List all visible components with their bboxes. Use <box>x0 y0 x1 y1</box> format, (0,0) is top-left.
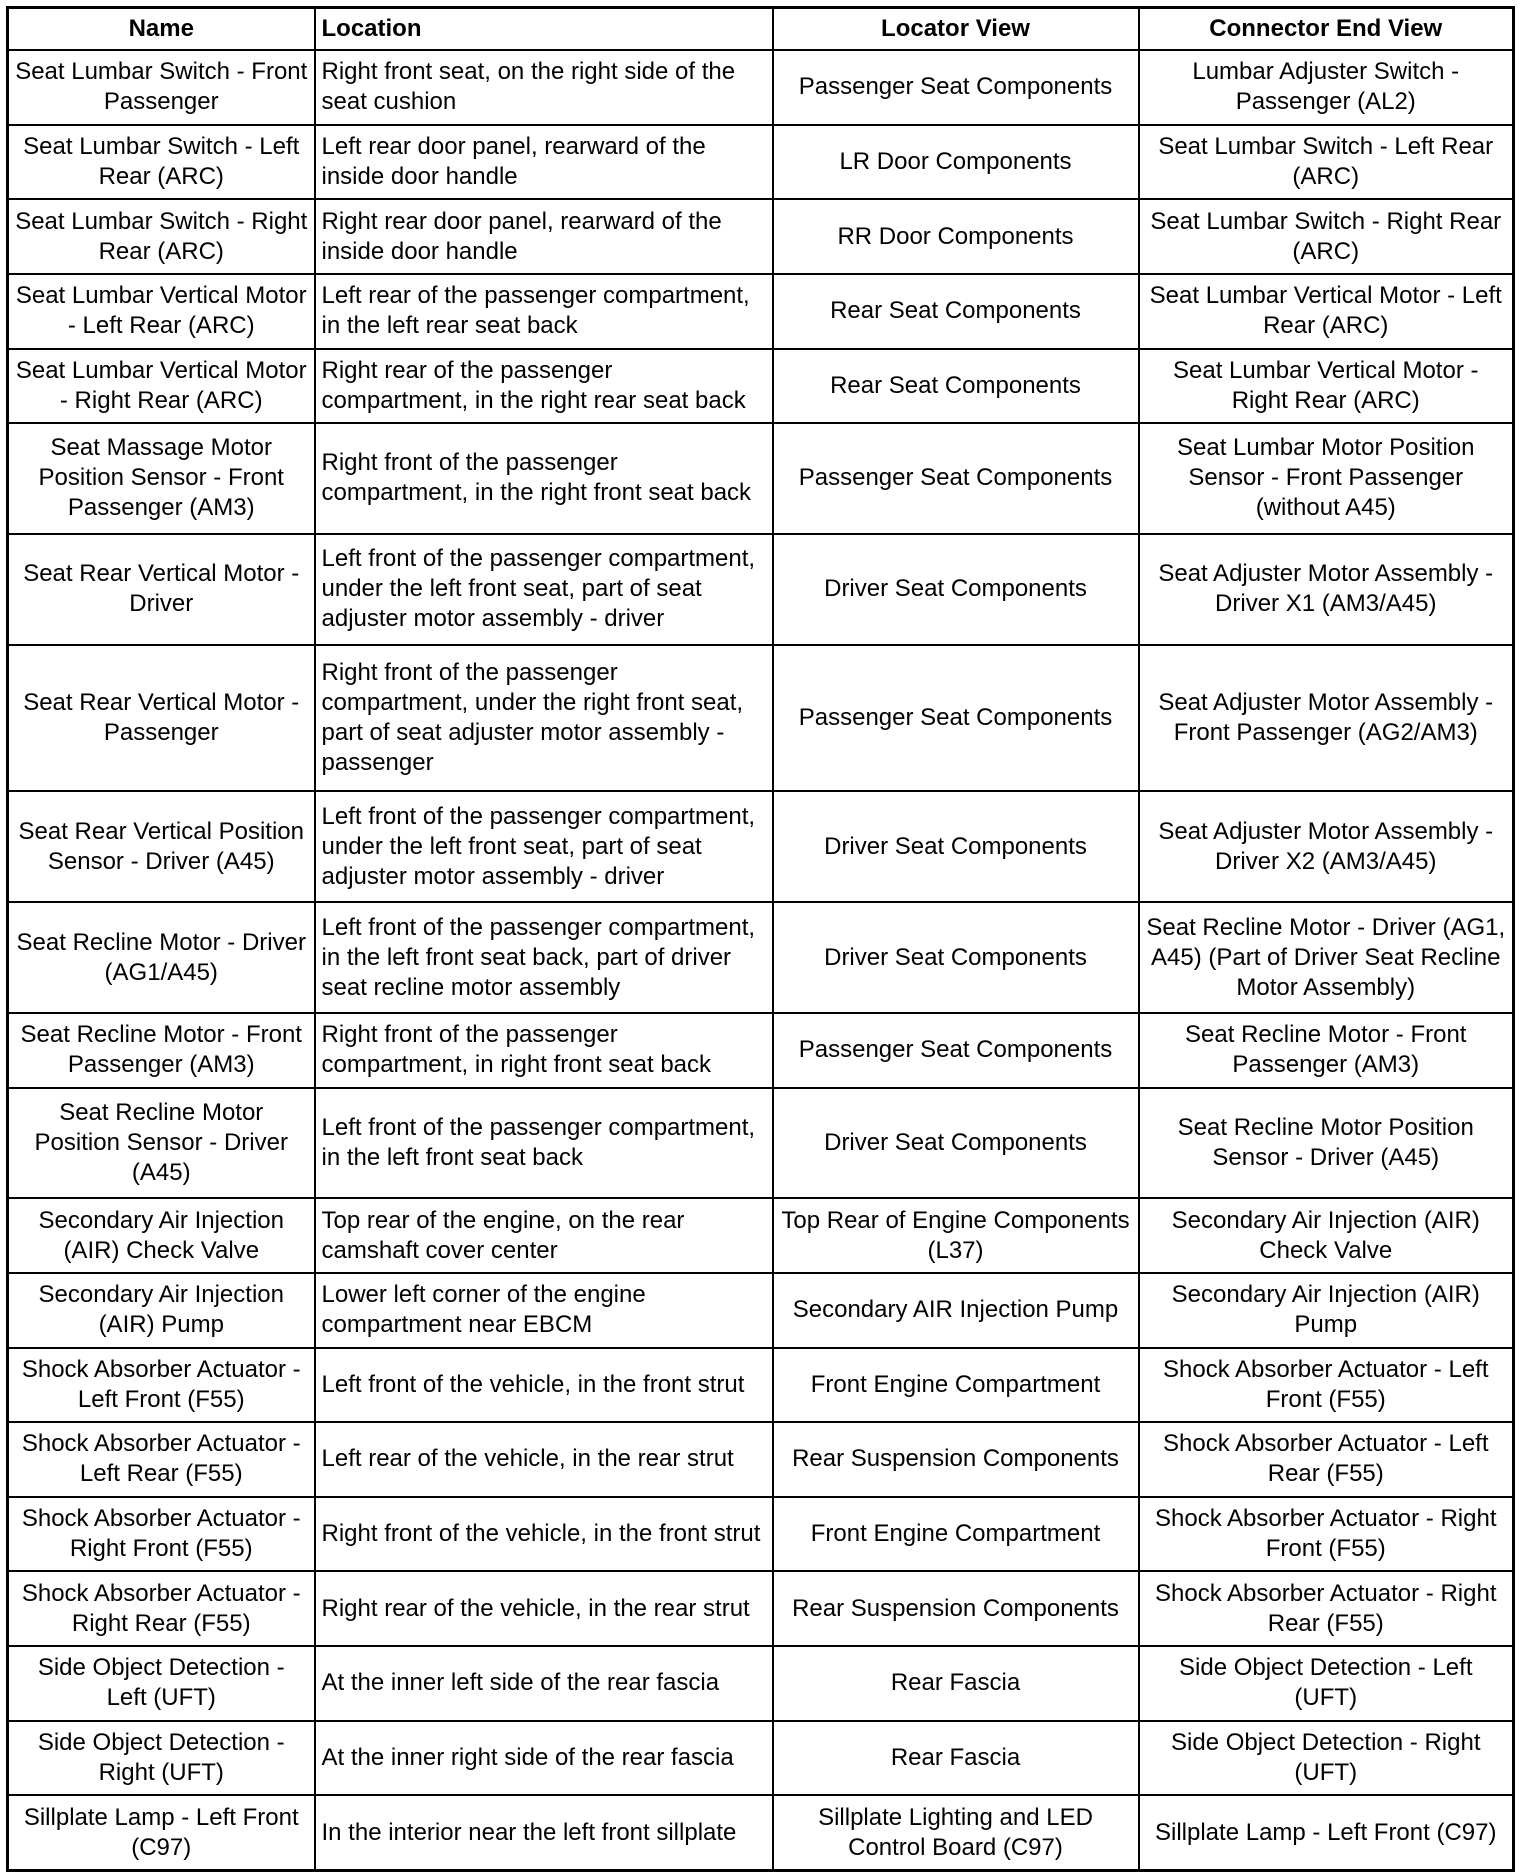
cell-location: Right rear door panel, rearward of the inside door handle <box>315 199 773 274</box>
cell-name: Seat Lumbar Switch - Right Rear (ARC) <box>8 199 315 274</box>
table-row <box>8 423 1514 534</box>
cell-locator-view: LR Door Components <box>773 125 1139 200</box>
cell-name: Seat Massage Motor Position Sensor - Front Passenger (AM3) <box>8 423 315 534</box>
cell-name: Side Object Detection - Right (UFT) <box>8 1721 315 1796</box>
cell-name: Seat Rear Vertical Motor - Driver <box>8 534 315 645</box>
cell-locator-view: Driver Seat Components <box>773 534 1139 645</box>
table-row <box>8 274 1514 349</box>
cell-connector-end-view: Seat Recline Motor - Front Passenger (AM3) <box>1139 1013 1514 1088</box>
cell-location: Left front of the passenger compartment, in the left front seat back, part of driver seat recline motor assembly <box>315 902 773 1013</box>
cell-locator-view: Driver Seat Components <box>773 791 1139 902</box>
cell-location: Right front of the vehicle, in the front strut <box>315 1497 773 1572</box>
table-row <box>8 1422 1514 1497</box>
cell-connector-end-view: Sillplate Lamp - Left Front (C97) <box>1139 1795 1514 1870</box>
cell-connector-end-view: Seat Lumbar Switch - Right Rear (ARC) <box>1139 199 1514 274</box>
cell-connector-end-view: Side Object Detection - Left (UFT) <box>1139 1646 1514 1721</box>
table-row <box>8 50 1514 125</box>
cell-location: Right rear of the passenger compartment, in the right rear seat back <box>315 349 773 424</box>
table-row <box>8 1721 1514 1796</box>
cell-connector-end-view: Seat Lumbar Motor Position Sensor - Front Passenger (without A45) <box>1139 423 1514 534</box>
cell-connector-end-view: Secondary Air Injection (AIR) Pump <box>1139 1273 1514 1348</box>
table-row <box>8 1088 1514 1199</box>
cell-name: Seat Lumbar Switch - Left Rear (ARC) <box>8 125 315 200</box>
cell-locator-view: Front Engine Compartment <box>773 1348 1139 1423</box>
cell-connector-end-view: Seat Recline Motor - Driver (AG1, A45) (Part of Driver Seat Recline Motor Assembly) <box>1139 902 1514 1013</box>
cell-location: Lower left corner of the engine compartment near EBCM <box>315 1273 773 1348</box>
header-name: Name <box>8 8 315 51</box>
cell-locator-view: Rear Fascia <box>773 1646 1139 1721</box>
cell-name: Seat Recline Motor Position Sensor - Driver (A45) <box>8 1088 315 1199</box>
cell-name: Side Object Detection - Left (UFT) <box>8 1646 315 1721</box>
cell-location: Right front of the passenger compartment, in right front seat back <box>315 1013 773 1088</box>
table-row <box>8 1646 1514 1721</box>
cell-connector-end-view: Seat Recline Motor Position Sensor - Driver (A45) <box>1139 1088 1514 1199</box>
cell-locator-view: Rear Seat Components <box>773 349 1139 424</box>
cell-connector-end-view: Seat Lumbar Switch - Left Rear (ARC) <box>1139 125 1514 200</box>
cell-locator-view: Rear Fascia <box>773 1721 1139 1796</box>
cell-locator-view: Sillplate Lighting and LED Control Board (C97) <box>773 1795 1139 1870</box>
header-connector-end-view: Connector End View <box>1139 8 1514 51</box>
cell-location: Right front seat, on the right side of the seat cushion <box>315 50 773 125</box>
table-row <box>8 645 1514 792</box>
cell-connector-end-view: Lumbar Adjuster Switch - Passenger (AL2) <box>1139 50 1514 125</box>
cell-locator-view: Top Rear of Engine Components (L37) <box>773 1198 1139 1273</box>
cell-name: Shock Absorber Actuator - Right Front (F55) <box>8 1497 315 1572</box>
cell-locator-view: Rear Suspension Components <box>773 1422 1139 1497</box>
header-locator-view: Locator View <box>773 8 1139 51</box>
cell-location: Left front of the vehicle, in the front strut <box>315 1348 773 1423</box>
table-row <box>8 534 1514 645</box>
cell-connector-end-view: Seat Adjuster Motor Assembly - Front Passenger (AG2/AM3) <box>1139 645 1514 792</box>
cell-location: Left rear of the passenger compartment, in the left rear seat back <box>315 274 773 349</box>
cell-name: Secondary Air Injection (AIR) Pump <box>8 1273 315 1348</box>
cell-connector-end-view: Shock Absorber Actuator - Right Rear (F55) <box>1139 1571 1514 1646</box>
table-body <box>8 50 1514 1871</box>
cell-location: Right front of the passenger compartment, in the right front seat back <box>315 423 773 534</box>
cell-name: Sillplate Lamp - Left Front (C97) <box>8 1795 315 1870</box>
header-location: Location <box>315 8 773 51</box>
table-row <box>8 349 1514 424</box>
header-row <box>8 8 1514 51</box>
table-row <box>8 1795 1514 1870</box>
cell-locator-view: Secondary AIR Injection Pump <box>773 1273 1139 1348</box>
table-row <box>8 791 1514 902</box>
cell-location: Right front of the passenger compartment, under the right front seat, part of seat adjuster motor assembly - passenger <box>315 645 773 792</box>
table-row <box>8 1198 1514 1273</box>
cell-location: Left rear of the vehicle, in the rear strut <box>315 1422 773 1497</box>
cell-location: Left front of the passenger compartment, under the left front seat, part of seat adjuster motor assembly - driver <box>315 534 773 645</box>
cell-connector-end-view: Side Object Detection - Right (UFT) <box>1139 1721 1514 1796</box>
cell-connector-end-view: Shock Absorber Actuator - Left Rear (F55) <box>1139 1422 1514 1497</box>
cell-location: In the interior near the left front sillplate <box>315 1795 773 1870</box>
cell-location: At the inner left side of the rear fascia <box>315 1646 773 1721</box>
cell-location: At the inner right side of the rear fascia <box>315 1721 773 1796</box>
cell-connector-end-view: Shock Absorber Actuator - Left Front (F55) <box>1139 1348 1514 1423</box>
cell-connector-end-view: Seat Lumbar Vertical Motor - Left Rear (ARC) <box>1139 274 1514 349</box>
table-row <box>8 902 1514 1013</box>
cell-locator-view: Passenger Seat Components <box>773 645 1139 792</box>
cell-connector-end-view: Secondary Air Injection (AIR) Check Valve <box>1139 1198 1514 1273</box>
table-row <box>8 1497 1514 1572</box>
table-row <box>8 1571 1514 1646</box>
cell-name: Seat Lumbar Vertical Motor - Left Rear (ARC) <box>8 274 315 349</box>
cell-name: Seat Rear Vertical Position Sensor - Driver (A45) <box>8 791 315 902</box>
cell-connector-end-view: Seat Lumbar Vertical Motor - Right Rear (ARC) <box>1139 349 1514 424</box>
cell-name: Seat Lumbar Vertical Motor - Right Rear (ARC) <box>8 349 315 424</box>
cell-name: Seat Recline Motor - Driver (AG1/A45) <box>8 902 315 1013</box>
cell-locator-view: Driver Seat Components <box>773 1088 1139 1199</box>
cell-connector-end-view: Seat Adjuster Motor Assembly - Driver X2 (AM3/A45) <box>1139 791 1514 902</box>
table-row <box>8 1013 1514 1088</box>
cell-locator-view: Passenger Seat Components <box>773 1013 1139 1088</box>
cell-name: Seat Recline Motor - Front Passenger (AM3) <box>8 1013 315 1088</box>
cell-name: Shock Absorber Actuator - Left Rear (F55) <box>8 1422 315 1497</box>
cell-locator-view: Passenger Seat Components <box>773 50 1139 125</box>
cell-locator-view: Rear Seat Components <box>773 274 1139 349</box>
cell-locator-view: Front Engine Compartment <box>773 1497 1139 1572</box>
cell-name: Seat Rear Vertical Motor - Passenger <box>8 645 315 792</box>
cell-name: Shock Absorber Actuator - Right Rear (F55) <box>8 1571 315 1646</box>
cell-location: Left rear door panel, rearward of the inside door handle <box>315 125 773 200</box>
cell-locator-view: RR Door Components <box>773 199 1139 274</box>
cell-locator-view: Passenger Seat Components <box>773 423 1139 534</box>
table-row <box>8 125 1514 200</box>
cell-locator-view: Driver Seat Components <box>773 902 1139 1013</box>
cell-name: Seat Lumbar Switch - Front Passenger <box>8 50 315 125</box>
cell-location: Top rear of the engine, on the rear camshaft cover center <box>315 1198 773 1273</box>
cell-connector-end-view: Seat Adjuster Motor Assembly - Driver X1 (AM3/A45) <box>1139 534 1514 645</box>
table-row <box>8 1273 1514 1348</box>
cell-connector-end-view: Shock Absorber Actuator - Right Front (F55) <box>1139 1497 1514 1572</box>
component-locator-table <box>6 6 1515 1872</box>
cell-location: Left front of the passenger compartment, in the left front seat back <box>315 1088 773 1199</box>
cell-location: Left front of the passenger compartment, under the left front seat, part of seat adjuster motor assembly - driver <box>315 791 773 902</box>
cell-location: Right rear of the vehicle, in the rear strut <box>315 1571 773 1646</box>
cell-name: Secondary Air Injection (AIR) Check Valve <box>8 1198 315 1273</box>
cell-locator-view: Rear Suspension Components <box>773 1571 1139 1646</box>
table-row <box>8 1348 1514 1423</box>
cell-name: Shock Absorber Actuator - Left Front (F55) <box>8 1348 315 1423</box>
table-row <box>8 199 1514 274</box>
